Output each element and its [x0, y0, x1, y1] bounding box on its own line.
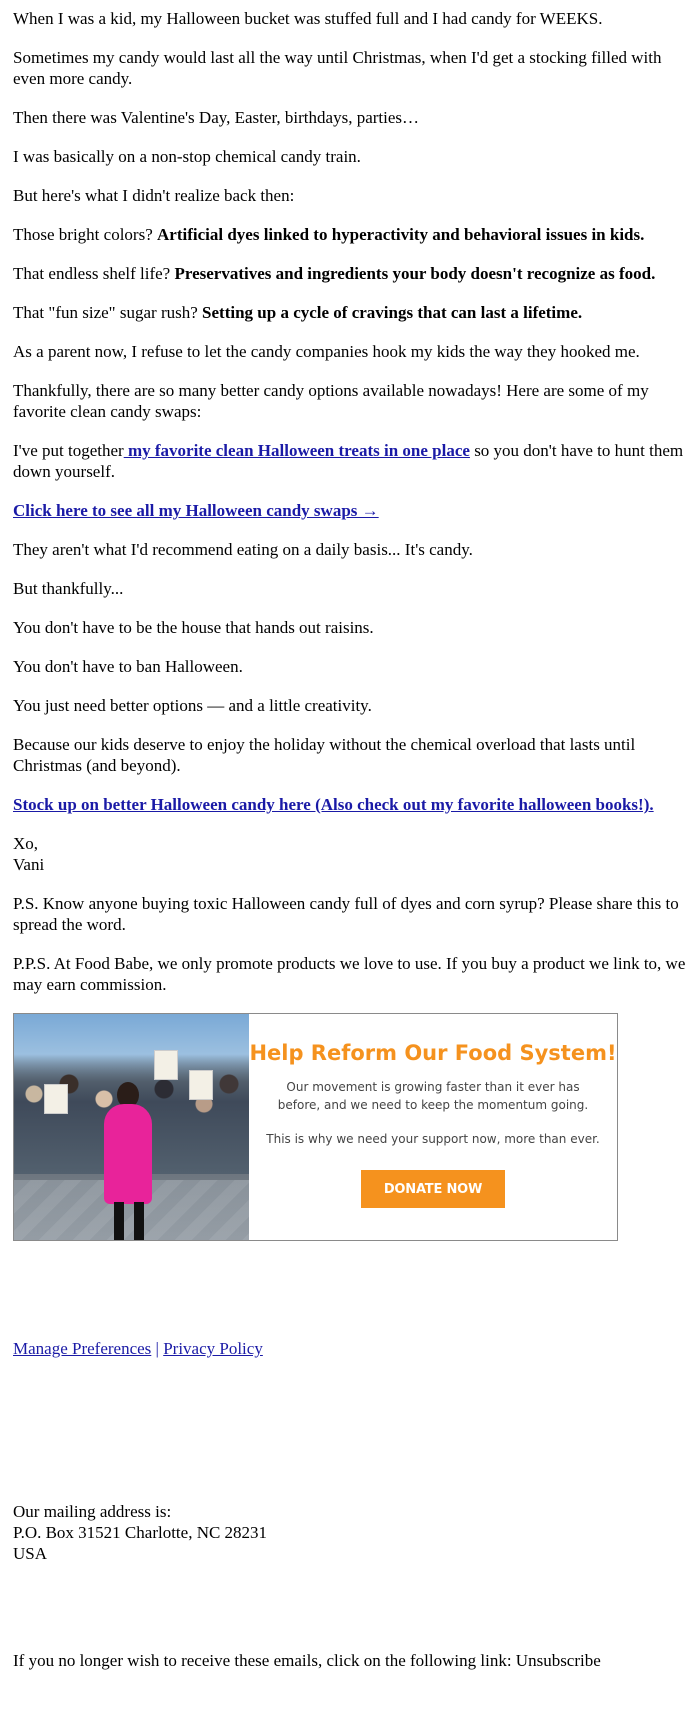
tail-text: so you don't have to hunt them down yourself.: [13, 441, 684, 481]
protest-sign: [154, 1050, 178, 1080]
lead-text: That "fun size" sugar rush?: [13, 303, 203, 322]
paragraph: Thankfully, there are so many better candy options available nowadays! Here are some of my favorite clean candy swaps:: [13, 381, 649, 421]
bold-text: Preservatives and ingredients your body doesn't recognize as food.: [174, 264, 656, 283]
paragraph: But thankfully...: [13, 579, 124, 598]
banner-line: Our movement is growing faster than it ever has: [286, 1080, 580, 1094]
donate-banner[interactable]: [13, 1013, 618, 1241]
mailing-address: [13, 1501, 687, 1564]
address-country: USA: [13, 1544, 48, 1563]
paragraph: As a parent now, I refuse to let the candy companies hook my kids the way they hooked me.: [13, 342, 640, 361]
paragraph: When I was a kid, my Halloween bucket was stuffed full and I had candy for WEEKS.: [13, 9, 603, 28]
stock-up-candy-link[interactable]: Stock up on better Halloween candy here (Also check out my favorite halloween books!).: [13, 795, 654, 814]
signature: Vani: [13, 855, 45, 874]
paragraph: [13, 224, 687, 245]
protest-sign: [44, 1084, 68, 1114]
paragraph: [13, 302, 687, 323]
banner-heading: Help Reform Our Food System!: [249, 1041, 617, 1065]
mailing-label: Our mailing address is:: [13, 1502, 172, 1521]
person-pink-coat: [104, 1104, 152, 1204]
paragraph: [13, 500, 687, 521]
paragraph: [13, 794, 687, 815]
paragraph: You just need better options — and a little creativity.: [13, 696, 372, 715]
lead-text: I've put together: [13, 441, 124, 460]
paragraph: [13, 263, 687, 284]
address-line: P.O. Box 31521 Charlotte, NC 28231: [13, 1523, 268, 1542]
link-separator: |: [155, 1339, 159, 1358]
signature-block: [13, 833, 687, 875]
postscript-2: P.P.S. At Food Babe, we only promote products we love to use. If you buy a product we link to, we may earn commission.: [13, 954, 686, 994]
rally-photo: [14, 1014, 249, 1240]
paragraph: You don't have to ban Halloween.: [13, 657, 243, 676]
banner-line: This is why we need your support now, more than ever.: [266, 1132, 600, 1146]
footer-links: [13, 1338, 687, 1359]
paragraph: Because our kids deserve to enjoy the holiday without the chemical overload that lasts until Christmas (and beyond).: [13, 735, 636, 775]
paragraph: Sometimes my candy would last all the way until Christmas, when I'd get a stocking filled with even more candy.: [13, 48, 662, 88]
paragraph: You don't have to be the house that hands out raisins.: [13, 618, 374, 637]
paragraph: [13, 440, 687, 482]
paragraph: Then there was Valentine's Day, Easter, birthdays, parties…: [13, 108, 420, 127]
donate-button[interactable]: DONATE NOW: [361, 1170, 505, 1208]
lead-text: Those bright colors?: [13, 225, 157, 244]
paragraph: But here's what I didn't realize back then:: [13, 186, 295, 205]
banner-line: before, and we need to keep the momentum going.: [277, 1098, 589, 1112]
bold-text: Artificial dyes linked to hyperactivity and behavioral issues in kids.: [157, 225, 645, 244]
candy-swaps-link[interactable]: Click here to see all my Halloween candy swaps →: [13, 501, 379, 520]
lead-text: That endless shelf life?: [13, 264, 175, 283]
paragraph: They aren't what I'd recommend eating on a daily basis... It's candy.: [13, 540, 473, 559]
bold-text: Setting up a cycle of cravings that can last a lifetime.: [202, 303, 583, 322]
unsubscribe-text[interactable]: If you no longer wish to receive these emails, click on the following link: Unsubscribe: [13, 1651, 601, 1670]
banner-text: [249, 1014, 617, 1240]
person-legs: [114, 1202, 144, 1240]
postscript: P.S. Know anyone buying toxic Halloween candy full of dyes and corn syrup? Please share this to spread the word.: [13, 894, 679, 934]
paragraph: I was basically on a non-stop chemical candy train.: [13, 147, 361, 166]
manage-preferences-link[interactable]: Manage Preferences: [13, 1339, 152, 1358]
protest-sign: [189, 1070, 213, 1100]
signoff: Xo,: [13, 834, 39, 853]
privacy-policy-link[interactable]: Privacy Policy: [163, 1339, 263, 1358]
clean-treats-link[interactable]: my favorite clean Halloween treats in one place: [123, 441, 470, 460]
